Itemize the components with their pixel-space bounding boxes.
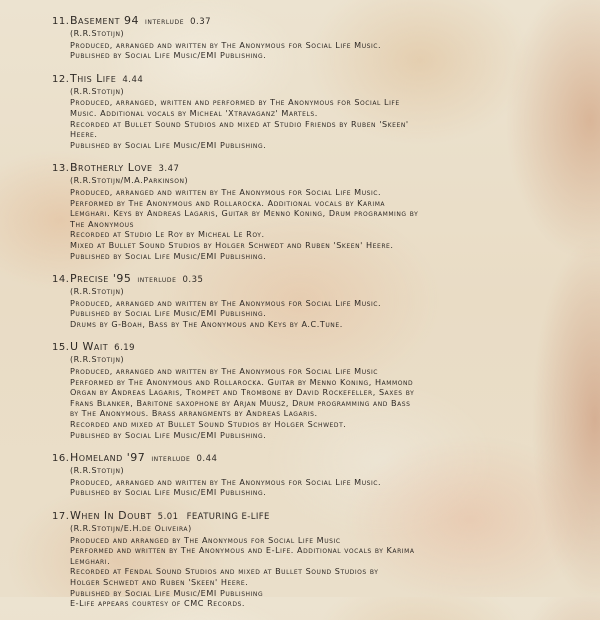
track-heading <box>52 451 592 466</box>
credit-line: Drums by G-Boah, Bass by The Anonymous and Keys by A.C.Tune. <box>70 318 343 329</box>
track-credits <box>70 176 592 261</box>
credit-line: Published by Social Life Music/EMI Publishing. <box>70 50 267 61</box>
credit-line: Produced, arranged and written by The Anonymous for Social Life Music <box>70 366 379 377</box>
track-entry <box>52 14 592 61</box>
track-number: 16. <box>52 453 70 465</box>
track-number: 12. <box>52 73 70 85</box>
track-title: This Life <box>70 71 117 85</box>
track-heading <box>52 161 592 176</box>
credit-line: Published by Social Life Music/EMI Publishing <box>70 587 264 598</box>
credit-line: Produced, arranged and written by The Anonymous for Social Life Music. <box>70 39 382 50</box>
track-title: Homeland '97 <box>70 451 146 465</box>
credit-line: Published by Social Life Music/EMI Publishing. <box>70 308 267 319</box>
track-duration: 0.44 <box>196 454 218 465</box>
track-heading <box>52 340 592 355</box>
track-heading <box>52 72 592 87</box>
track-writers: (R.R.Stotijn/M.A.Parkinson) <box>70 176 189 186</box>
track-credits <box>70 287 592 329</box>
track-heading <box>52 272 592 287</box>
credit-line: Music. Additional vocals by Micheal 'Xtravaganz' Martels. <box>70 107 318 118</box>
track-number: 15. <box>52 342 70 354</box>
credit-line: Produced and arranged by The Anonymous for Social Life Music <box>70 534 341 545</box>
credit-line: Published by Social Life Music/EMI Publishing. <box>70 487 267 498</box>
track-credits <box>70 87 592 151</box>
credit-line: Performed and written by The Anonymous and E-Life. Additional vocals by Karima <box>70 545 415 556</box>
credit-line: Lemghari. Keys by Andreas Lagaris, Guitar by Menno Koning, Drum programming by <box>70 208 419 219</box>
track-number: 13. <box>52 163 70 175</box>
track-entry <box>52 272 592 329</box>
credit-line: Recorded and mixed at Bullet Sound Studios by Holger Schwedt. <box>70 419 347 430</box>
credit-line: Produced, arranged and written by The Anonymous for Social Life Music. <box>70 297 382 308</box>
credit-line: Mixed at Bullet Sound Studios by Holger Schwedt and Ruben 'Skeen' Heere. <box>70 239 394 250</box>
track-writers: (R.R.Stotijn) <box>70 355 125 365</box>
credit-line: Holger Schwedt and Ruben 'Skeen' Heere. <box>70 576 249 587</box>
track-number: 11. <box>52 16 70 27</box>
track-writers: (R.R.Stotijn) <box>70 29 125 38</box>
credit-line: Produced, arranged and written by The Anonymous for Social Life Music. <box>70 476 382 487</box>
credit-line: Published by Social Life Music/EMI Publishing. <box>70 139 267 150</box>
track-writers: (R.R.Stotijn) <box>70 287 125 297</box>
track-duration: 5.01 <box>157 512 179 522</box>
credit-line: Recorded at Studio Le Roy by Micheal Le Roy. <box>70 229 265 240</box>
track-tag: interlude <box>144 17 185 26</box>
credit-line: Heere. <box>70 129 98 140</box>
credit-line: The Anonymous <box>70 218 134 229</box>
credit-line: Recorded at Bullet Sound Studios and mixed at Studio Friends by Ruben 'Skeen' <box>70 118 409 129</box>
credit-line: Produced, arranged and written by The Anonymous for Social Life Music. <box>70 186 382 197</box>
track-credits <box>70 524 592 609</box>
track-duration: 6.19 <box>114 343 136 354</box>
track-title: Basement 94 <box>70 14 139 27</box>
track-writers: (R.R.Stotijn) <box>70 86 125 96</box>
track-duration: 3.47 <box>158 164 180 175</box>
track-credits <box>70 466 592 498</box>
track-entry <box>52 509 592 609</box>
credit-line: Performed by The Anonymous and Rollarocka. Guitar by Menno Koning, Hammond <box>70 376 414 387</box>
track-featuring: FEATURING E-LIFE <box>186 512 270 522</box>
track-number: 14. <box>52 274 70 286</box>
credit-line: Frans Blanker, Baritone saxophone by Arjan Muusz, Drum programming and Bass <box>70 397 411 408</box>
credit-line: Published by Social Life Music/EMI Publishing. <box>70 250 267 261</box>
credit-line: Recorded at Fendal Sound Studios and mixed at Bullet Sound Studios by <box>70 566 379 577</box>
credit-line: Lemghari. <box>70 555 111 566</box>
track-title: U Wait <box>70 340 109 354</box>
track-title: When In Doubt <box>70 509 152 522</box>
track-heading <box>52 509 592 524</box>
track-tag: interlude <box>151 454 191 464</box>
track-tag: interlude <box>137 275 177 285</box>
track-duration: 0.37 <box>190 17 212 27</box>
credit-line: Published by Social Life Music/EMI Publishing. <box>70 429 267 440</box>
track-entry <box>52 340 592 440</box>
track-credits <box>70 29 592 61</box>
credit-line: Organ by Andreas Lagaris, Trompet and Trombone by David Rockefeller, Saxes by <box>70 387 415 398</box>
track-entry <box>52 72 592 151</box>
track-writers: (R.R.Stotijn) <box>70 466 125 476</box>
track-entry <box>52 451 592 498</box>
credit-line: E-Life appears courtesy of CMC Records. <box>70 598 246 609</box>
track-entry <box>52 161 592 261</box>
track-writers: (R.R.Stotijn/E.H.de Oliveira) <box>70 524 192 533</box>
tracklist <box>52 14 592 620</box>
track-number: 17. <box>52 511 70 522</box>
credit-line: Produced, arranged, written and performed by The Anonymous for Social Life <box>70 97 400 108</box>
track-title: Brotherly Love <box>70 161 153 175</box>
track-title: Precise '95 <box>70 272 132 286</box>
track-credits <box>70 355 592 440</box>
track-heading <box>52 14 592 29</box>
track-duration: 4.44 <box>122 74 144 85</box>
credit-line: by The Anonymous. Brass arrangments by Andreas Lagaris. <box>70 408 318 419</box>
credit-line: Performed by The Anonymous and Rollarocka. Additional vocals by Karima <box>70 197 386 208</box>
track-duration: 0.35 <box>182 275 204 286</box>
